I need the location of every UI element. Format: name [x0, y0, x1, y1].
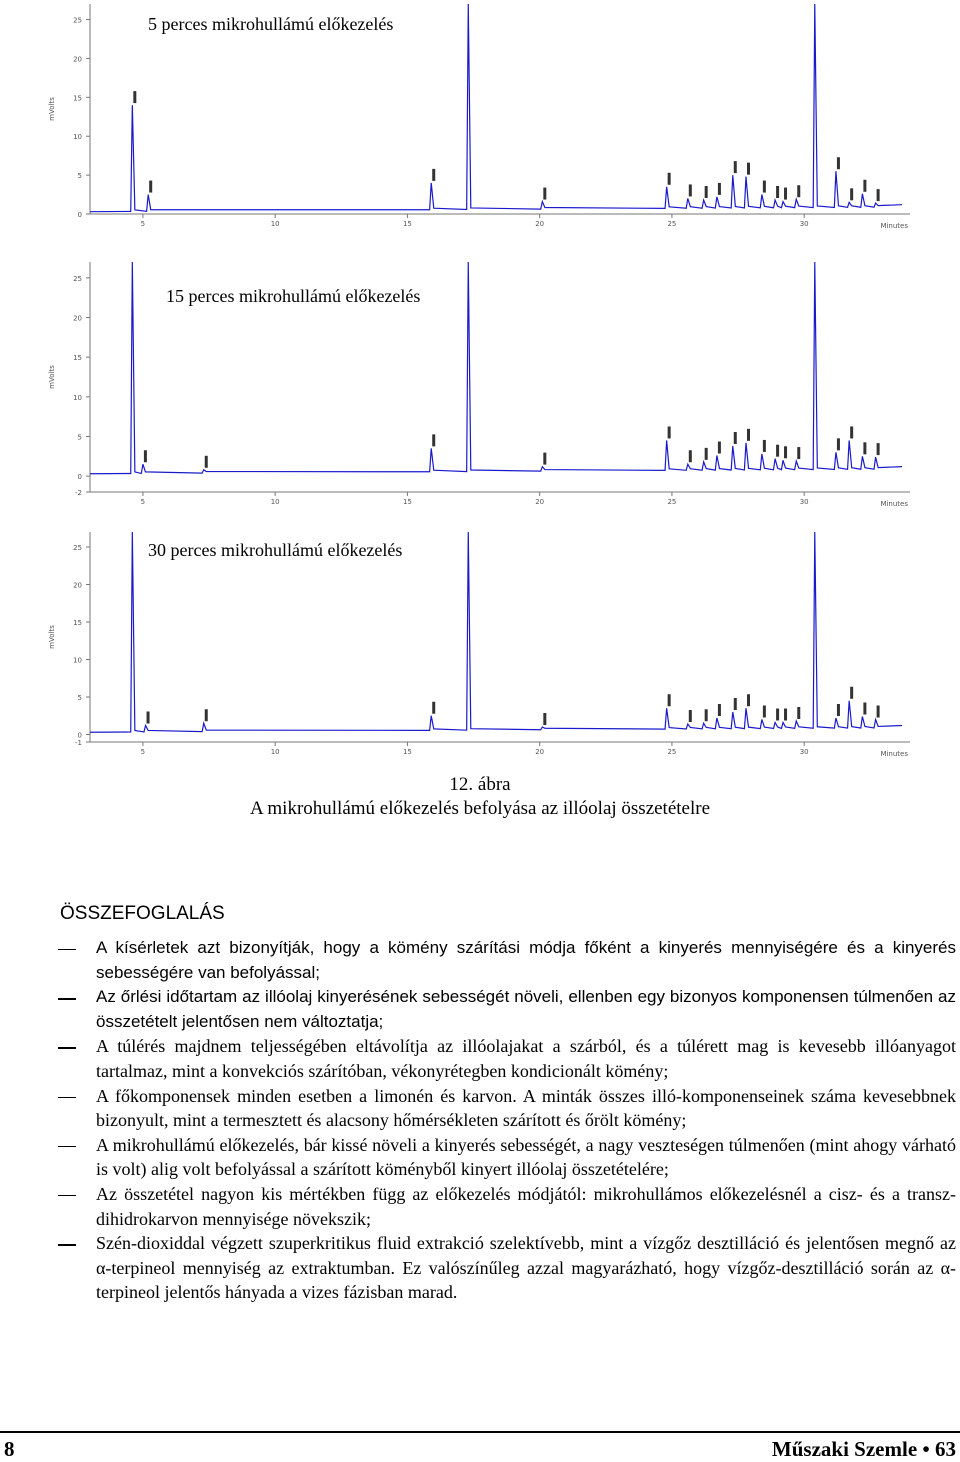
peak-label: [705, 709, 708, 721]
x-tick-label: 15: [402, 220, 412, 228]
x-tick-label: 20: [535, 220, 545, 228]
x-tick-label: 25: [667, 498, 677, 506]
peak-label: [797, 447, 800, 459]
peak-label: [776, 709, 779, 721]
chromatogram-5min: [40, 0, 930, 232]
y-tick-label: -2: [75, 489, 82, 497]
y-tick-label: 20: [73, 581, 82, 590]
chromatogram-30min-plot: [40, 528, 930, 760]
peak-label: [863, 703, 866, 715]
peak-label: [776, 445, 779, 457]
y-tick-label: -1: [75, 739, 82, 747]
peak-label: [747, 429, 750, 441]
x-tick-label: 15: [402, 748, 412, 756]
x-tick-label: 30: [799, 498, 809, 506]
peak-label: [144, 450, 147, 462]
x-axis-label: Minutes: [880, 750, 908, 758]
y-tick-label: 5: [77, 433, 82, 442]
peak-label: [797, 185, 800, 197]
chromatogram-trace: [90, 532, 902, 732]
peak-label: [668, 173, 671, 185]
peak-label: [689, 450, 692, 462]
y-axis-label: mVolts: [48, 625, 56, 649]
peak-label: [784, 709, 787, 721]
peak-label: [734, 432, 737, 444]
y-tick-label: 0: [77, 731, 82, 740]
peak-label: [205, 456, 208, 468]
chart-title-30min: 30 perces mikrohullámú előkezelés: [148, 540, 403, 560]
y-tick-label: 10: [73, 133, 82, 142]
x-tick-label: 30: [799, 748, 809, 756]
y-tick-label: 20: [73, 314, 82, 323]
y-tick-label: 5: [77, 694, 82, 702]
peak-label: [432, 434, 435, 446]
x-tick-label: 5: [140, 220, 146, 228]
x-tick-label: 20: [535, 748, 545, 756]
peak-label: [850, 426, 853, 438]
peak-label: [850, 188, 853, 200]
footer-rule: [0, 1431, 960, 1433]
chromatogram-15min: [40, 258, 930, 510]
peak-label: [837, 157, 840, 169]
chart-title-15min: 15 perces mikrohullámú előkezelés: [166, 286, 421, 306]
x-tick-label: 5: [140, 748, 146, 756]
peak-label: [877, 706, 880, 718]
peak-label: [734, 161, 737, 173]
chart-title-5min: 5 perces mikrohullámú előkezelés: [148, 14, 394, 34]
peak-label: [689, 710, 692, 722]
y-tick-label: 25: [73, 16, 82, 25]
x-axis-label: Minutes: [880, 500, 908, 508]
x-tick-label: 10: [270, 498, 280, 506]
journal-name: Műszaki Szemle • 63: [771, 1437, 956, 1461]
figure-caption: A mikrohullámú előkezelés befolyása az illóolaj összetételre: [249, 798, 711, 819]
peak-label: [689, 184, 692, 196]
x-tick-label: 25: [667, 748, 677, 756]
peak-label: [776, 186, 779, 198]
peak-label: [877, 189, 880, 201]
peak-label: [837, 704, 840, 716]
summary-item: A mikrohullámú előkezelés, bár kissé növeli a kinyerés sebességét, a nagy veszteségen túlmenően (mint ahogy várható is volt) alig volt befolyással a szárított köményből kinyert illóolaj összetételére;: [58, 1133, 956, 1182]
x-tick-label: 20: [535, 498, 545, 506]
peak-label: [863, 180, 866, 192]
summary-list: [58, 936, 956, 1305]
summary-item: A túlérés majdnem teljességében eltávolítja az illóolajakat a szárból, és a túlérett mag is kevesebb illóanyagot tartalmaz, mint a konvekciós szárítóban, vékonyrétegben kondicionált kömény;: [58, 1034, 956, 1083]
peak-label: [784, 446, 787, 458]
peak-label: [763, 440, 766, 452]
y-tick-label: 20: [73, 55, 82, 64]
peak-label: [763, 706, 766, 718]
chromatogram-30min: [40, 528, 930, 760]
peak-label: [149, 181, 152, 193]
y-tick-label: 15: [73, 94, 82, 103]
y-tick-label: 25: [73, 544, 82, 552]
x-tick-label: 30: [799, 220, 809, 228]
y-tick-label: 25: [73, 274, 82, 283]
peak-label: [543, 188, 546, 200]
figure-number: 12. ábra: [449, 774, 511, 795]
y-tick-label: 0: [77, 473, 82, 482]
y-tick-label: 15: [73, 354, 82, 363]
y-tick-label: 15: [73, 619, 82, 627]
peak-label: [797, 707, 800, 719]
y-axis-label: mVolts: [48, 97, 56, 121]
peak-label: [705, 186, 708, 198]
y-tick-label: 10: [73, 656, 82, 665]
peak-label: [850, 687, 853, 699]
peak-label: [734, 698, 737, 710]
summary-item: Az összetétel nagyon kis mértékben függ az előkezelés módjától: mikrohullámos előkezelésnél a cisz- és a transz-dihidrokarvon mennyisége növekszik;: [58, 1182, 956, 1231]
summary-heading: ÖSSZEFOGLALÁS: [60, 903, 225, 924]
peak-label: [147, 712, 150, 724]
peak-label: [718, 183, 721, 195]
summary-item: A kísérletek azt bizonyítják, hogy a kömény szárítási módja főként a kinyerés mennyiségére és a kinyerés sebességére van befolyással;: [58, 936, 956, 985]
peak-label: [543, 713, 546, 725]
x-tick-label: 15: [402, 498, 412, 506]
chromatogram-trace: [90, 4, 902, 212]
peak-label: [747, 694, 750, 706]
page-number: 8: [4, 1437, 15, 1461]
y-tick-label: 10: [73, 393, 82, 402]
peak-label: [432, 169, 435, 181]
y-axis-label: mVolts: [48, 365, 56, 389]
peak-label: [668, 694, 671, 706]
y-tick-label: 0: [77, 211, 82, 219]
x-tick-label: 10: [270, 220, 280, 228]
peak-label: [877, 443, 880, 455]
summary-item: A főkomponensek minden esetben a limonén és karvon. A minták összes illó-komponenseinek száma kevesebbnek bizonyult, mint a termesztett és alacsony hőmérsékleten szárított és őrölt kömény;: [58, 1084, 956, 1133]
peak-label: [668, 426, 671, 438]
peak-label: [718, 704, 721, 716]
peak-label: [133, 91, 136, 103]
x-tick-label: 25: [667, 220, 677, 228]
x-axis-label: Minutes: [880, 222, 908, 230]
peak-label: [705, 448, 708, 460]
peak-label: [543, 453, 546, 465]
peak-label: [763, 181, 766, 193]
peak-label: [747, 163, 750, 175]
peak-label: [718, 442, 721, 454]
summary-item: Szén-dioxiddal végzett szuperkritikus fluid extrakció szelektívebb, mint a vízgőz desztilláció és jelentősen megnő az α-terpineol mennyiség az extraktumban. Ez valószínűleg azzal magyarázható, hogy vízgőz-desztilláció során az α-terpineol jelentős hányada a vizes fázisban marad.: [58, 1231, 956, 1305]
x-tick-label: 5: [140, 498, 146, 506]
summary-item: Az őrlési időtartam az illóolaj kinyerésének sebességét növeli, ellenben egy bizonyos komponensen túlmenően az összetételt jelentősen nem változtatja;: [58, 985, 956, 1034]
peak-label: [863, 442, 866, 454]
peak-label: [837, 438, 840, 450]
x-tick-label: 10: [270, 748, 280, 756]
peak-label: [432, 702, 435, 714]
y-tick-label: 5: [77, 172, 82, 181]
peak-label: [784, 188, 787, 200]
peak-label: [205, 709, 208, 721]
